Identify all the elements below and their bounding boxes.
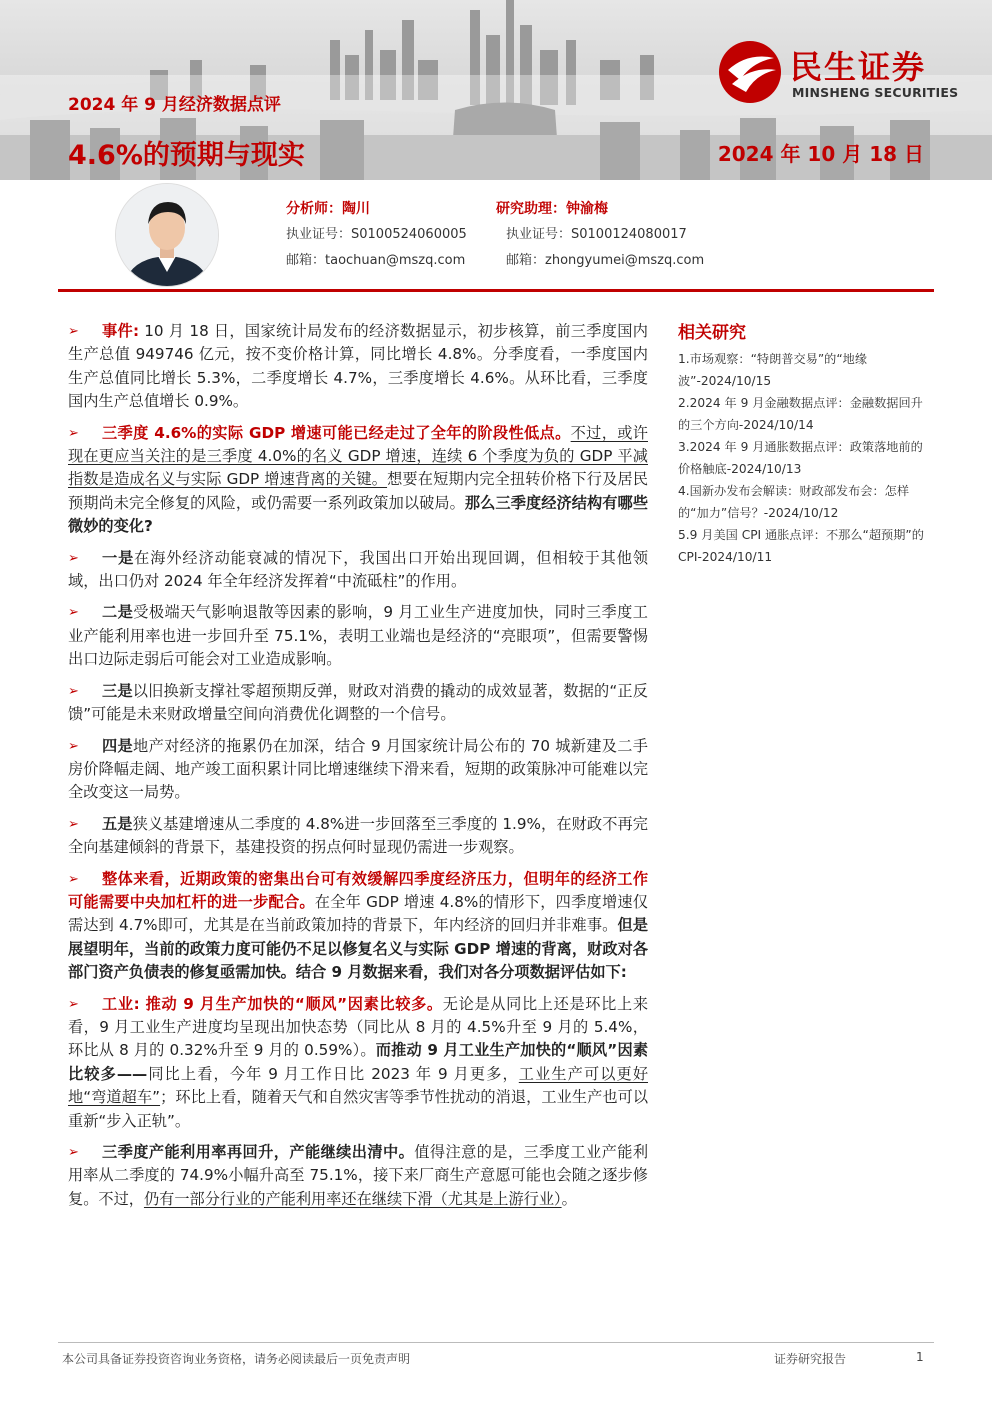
lead-text: 三是 — [102, 681, 133, 700]
paragraph-point-1 — [68, 547, 648, 594]
body-text: 地产对经济的拖累仍在加深，结合 9 月国家统计局公布的 70 城新建及二手房价降幅走阔、地产竣工面积累计同比增速继续下滑来看，短期的政策脉冲可能难以完全改变这一局势。 — [68, 736, 648, 802]
page-number: 1 — [916, 1350, 924, 1364]
body-text: 在海外经济动能衰减的情况下，我国出口开始出现回调，但相较于其他领域，出口仍对 2024 年全年经济发挥着“中流砥柱”的作用。 — [68, 548, 649, 591]
sidebar-title: 相关研究 — [678, 323, 746, 343]
paragraph-point-3 — [68, 680, 648, 727]
minsheng-logo-icon — [718, 40, 782, 104]
paragraph-gdp — [68, 422, 648, 539]
paragraph-overall — [68, 868, 648, 985]
related-research-item[interactable]: 1.市场观察：“特朗普交易”的“地缘波”-2024/10/15 — [678, 352, 868, 388]
underlined-text: 仍有一部分行业的产能利用率还在继续下滑（尤其是上游行业） — [143, 1189, 562, 1208]
bold-text: 但是展望明年，当前的政策力度可能仍不足以修复名义与实际 GDP 增速的背离，财政对各部门资产负债表的修复亟需加快。结合 9 月数据来看，我们对各分项数据评估如下: — [68, 916, 648, 982]
bullet-arrow-icon: ➢ — [68, 425, 79, 441]
lead-text: 一是 — [102, 548, 135, 567]
related-research-sidebar — [678, 322, 928, 568]
lead-text: 二是 — [102, 603, 134, 622]
body-text: 无论是从同比上还是环比上来看，9 月工业生产进度均呈现出加快态势（同比从 8 月的 4.5%升至 9 月的 5.4%，环比从 8 月的 0.32%升至 9 月的 0.59%）。 — [68, 994, 649, 1060]
bullet-arrow-icon: ➢ — [68, 324, 79, 339]
report-body — [68, 320, 648, 1219]
bullet-arrow-icon: ➢ — [68, 550, 79, 566]
paragraph-capacity — [68, 1141, 648, 1211]
body-text: 受极端天气影响退散等因素的影响，9 月工业生产进度加快，同时三季度工业产能利用率也进一步回升至 75.1%，表明工业端也是经济的“亮眼项”，但需要警惕出口边际走弱后可能会对工业造成影响。 — [68, 603, 648, 669]
lead-text: 整体来看，近期政策的密集出台可有效缓解四季度经济压力，但明年的经济工作可能需要中央加杠杆的进一步配合。 — [68, 869, 648, 911]
assistant-role: 研究助理：钟渝梅 — [496, 201, 608, 217]
bold-text: 而推动 9 月工业生产加快的“顺风”因素比较多—— — [68, 1041, 649, 1083]
lead-text: 事件: — [102, 322, 140, 340]
paragraph-point-2 — [68, 601, 648, 671]
body-text-2: 同比上看，今年 9 月工作日比 2023 年 9 月更多， — [147, 1064, 519, 1083]
report-date: 2024 年 10 月 18 日 — [717, 142, 924, 166]
bullet-arrow-icon: ➢ — [68, 683, 79, 699]
related-research-item[interactable]: 4.国新办发布会解读：财政部发布会：怎样的“加力”信号？-2024/10/12 — [678, 484, 910, 520]
related-research-item[interactable]: 2.2024 年 9 月金融数据点评：金融数据回升的三个方向-2024/10/14 — [678, 396, 923, 432]
lead-text: 五是 — [102, 814, 133, 833]
assistant-cert: 执业证号：S0100124080017 — [506, 227, 687, 242]
bullet-arrow-icon: ➢ — [68, 1145, 79, 1160]
body-text: 在全年 GDP 增速 4.8%的情形下，四季度增速仅需达到 4.7%即可，尤其是在当前政策加持的背景下，年内经济的回归并非难事。 — [68, 892, 648, 935]
paragraph-event — [68, 320, 648, 414]
report-main-title: 4.6%的预期与现实 — [68, 140, 305, 171]
lead-text: 三季度 4.6%的实际 GDP 增速可能已经走过了全年的阶段性低点。 — [102, 423, 571, 442]
analyst-email[interactable]: 邮箱：taochuan@mszq.com — [286, 253, 466, 268]
paragraph-industry — [68, 993, 648, 1133]
body-text: 10 月 18 日，国家统计局发布的经济数据显示，初步核算，前三季度国内生产总值 949746 亿元，按不变价格计算，同比增长 4.8%。分季度看，一季度国内生产总值同比增长 5.3%，二季度增长 4.7%，三季度增长 4.6%。从环比看，三季度国内生产总值增长 0.9%。 — [68, 322, 648, 411]
bullet-arrow-icon: ➢ — [68, 605, 79, 621]
lead-text: 工业: 推动 9 月生产加快的“顺风”因素比较多。 — [102, 994, 443, 1013]
analyst-card-primary — [286, 196, 467, 274]
bullet-arrow-icon: ➢ — [68, 738, 79, 754]
paragraph-point-4 — [68, 735, 648, 805]
paragraph-point-5 — [68, 813, 648, 860]
underlined-text: 工业生产可以更好地“弯道超车” — [68, 1064, 649, 1107]
body-text: 狭义基建增速从二季度的 4.8%进一步回落至三季度的 1.9%，在财政不再完全向基建倾斜的背景下，基建投资的拐点何时显现仍需进一步观察。 — [68, 814, 648, 857]
analyst-card-assistant — [496, 196, 704, 274]
body-text: 以旧换新支撑社零超预期反弹，财政对消费的撬动的成效显著，数据的“正反馈”可能是未来财政增量空间向消费优化调整的一个信号。 — [68, 681, 648, 724]
underlined-text: 不过，或许现在更应当关注的是三季度 4.0%的名义 GDP 增速，连续 6 个季度为负的 GDP 平减指数是造成名义与实际 GDP 增速背离的关键。 — [68, 423, 648, 489]
analyst-avatar — [116, 184, 218, 286]
lead-text: 四是 — [102, 736, 134, 755]
analyst-photo-icon — [116, 184, 218, 286]
analyst-role: 分析师：陶川 — [286, 201, 370, 217]
footer-report-type: 证券研究报告 — [774, 1352, 847, 1366]
report-series-title: 2024 年 9 月经济数据点评 — [68, 95, 281, 115]
bold-text: 那么三季度经济结构有哪些微妙的变化? — [68, 493, 649, 536]
logo-english-name: MINSHENG SECURITIES — [792, 85, 959, 100]
header-banner — [0, 0, 992, 180]
company-logo — [718, 38, 968, 108]
lead-text: 三季度产能利用率再回升，产能继续出清中。 — [102, 1143, 415, 1161]
bullet-arrow-icon: ➢ — [68, 871, 79, 887]
related-research-item[interactable]: 3.2024 年 9 月通胀数据点评：政策落地前的价格触底-2024/10/13 — [678, 440, 923, 476]
bullet-arrow-icon: ➢ — [68, 996, 79, 1012]
body-text: 想要在短期内完全扭转价格下行及居民预期尚未完全修复的风险，或仍需要一系列政策加以破局。 — [68, 470, 649, 512]
body-text-tail: 。 — [561, 1189, 577, 1208]
footer-disclaimer: 本公司具备证券投资咨询业务资格，请务必阅读最后一页免责声明 — [62, 1352, 411, 1366]
footer-divider — [58, 1342, 934, 1343]
body-text: 值得注意的是，三季度工业产能利用率从二季度的 74.9%小幅升高至 75.1%，接下来厂商生产意愿可能也会随之逐步修复。不过， — [68, 1143, 649, 1208]
analyst-cert: 执业证号：S0100524060005 — [286, 227, 467, 242]
bullet-arrow-icon: ➢ — [68, 816, 79, 832]
assistant-email[interactable]: 邮箱：zhongyumei@mszq.com — [506, 253, 705, 268]
body-text-3: ；环比上看，随着天气和自然灾害等季节性扰动的消退，工业生产也可以重新“步入正轨”。 — [68, 1088, 648, 1130]
header-divider — [58, 289, 934, 292]
logo-chinese-name: 民生证券 — [790, 48, 927, 86]
related-research-item[interactable]: 5.9 月美国 CPI 通胀点评：不那么“超预期”的 CPI-2024/10/11 — [678, 528, 924, 564]
